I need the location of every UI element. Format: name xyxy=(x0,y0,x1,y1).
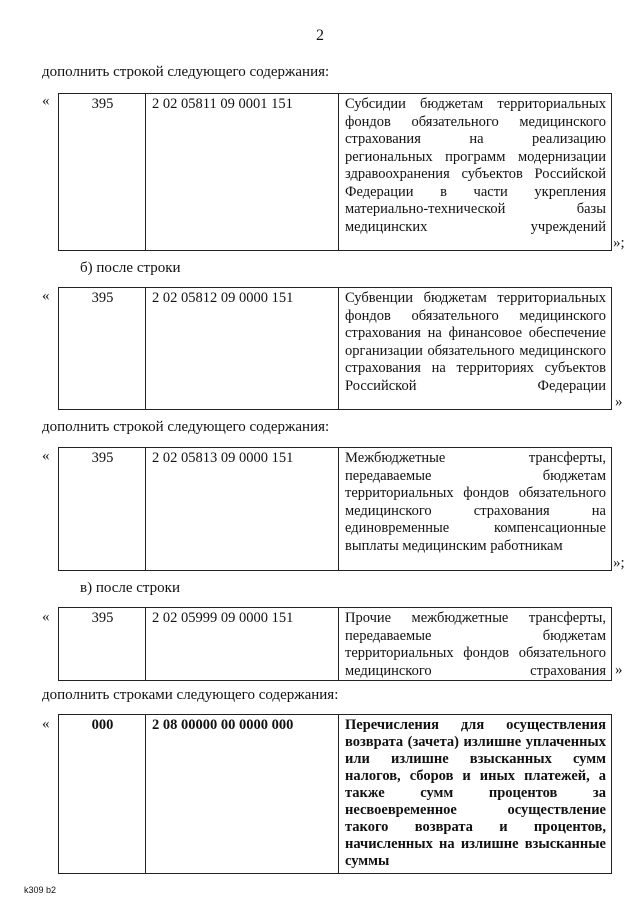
page-number: 2 xyxy=(316,27,324,44)
kbk-code-cell: 2 02 05812 09 0000 151 xyxy=(146,288,339,410)
admin-code-cell: 000 xyxy=(59,715,146,874)
open-quote: « xyxy=(42,716,50,732)
budget-table-row-1 xyxy=(58,93,612,251)
close-quote: » xyxy=(615,662,623,678)
admin-code-cell: 395 xyxy=(59,448,146,571)
kbk-code-cell: 2 02 05811 09 0001 151 xyxy=(146,94,339,251)
kbk-code-cell: 2 08 00000 00 0000 000 xyxy=(146,715,339,874)
paragraph-after-line-v: в) после строки xyxy=(80,580,180,596)
paragraph-add-line-1: дополнить строкой следующего содержания: xyxy=(42,64,330,80)
close-quote: »; xyxy=(613,555,625,571)
paragraph-after-line-b: б) после строки xyxy=(80,260,181,276)
admin-code-cell: 395 xyxy=(59,608,146,681)
admin-code-cell: 395 xyxy=(59,94,146,251)
open-quote: « xyxy=(42,288,50,304)
paragraph-add-line-2: дополнить строкой следующего содержания: xyxy=(42,419,330,435)
budget-table-row-4 xyxy=(58,607,612,681)
open-quote: « xyxy=(42,93,50,109)
budget-table-row-2 xyxy=(58,287,612,410)
description-cell: Субсидии бюджетам территориальных фондов обязательного медицинского страхования на реализацию региональных программ модернизации здравоохранения субъектов Российской Федерации в части укрепления материально-технической базы медицинских учреждений xyxy=(339,94,612,251)
description-cell: Межбюджетные трансферты, передаваемые бюджетам территориальных фондов обязательного медицинского страхования на единовременные компенсационные выплаты медицинским работникам xyxy=(339,448,612,571)
kbk-code-cell: 2 02 05999 09 0000 151 xyxy=(146,608,339,681)
kbk-code-cell: 2 02 05813 09 0000 151 xyxy=(146,448,339,571)
open-quote: « xyxy=(42,609,50,625)
budget-table-row-5 xyxy=(58,714,612,874)
budget-table-row-3 xyxy=(58,447,612,571)
document-footer-code: k309 b2 xyxy=(24,885,57,895)
description-cell: Прочие межбюджетные трансферты, передаваемые бюджетам территориальных фондов обязательного медицинского страхования xyxy=(339,608,612,681)
close-quote: » xyxy=(615,394,623,410)
close-quote: »; xyxy=(613,235,625,251)
description-cell: Субвенции бюджетам территориальных фондов обязательного медицинского страхования на финансовое обеспечение организации обязательного медицинского страхования на территориях субъектов Российской Федерации xyxy=(339,288,612,410)
open-quote: « xyxy=(42,448,50,464)
description-cell: Перечисления для осуществления возврата (зачета) излишне уплаченных или излишне взысканных сумм налогов, сборов и иных платежей, а также сумм процентов за несвоевременное осуществление такого возврата и процентов, начисленных на излишне взысканные суммы xyxy=(339,715,612,874)
paragraph-add-lines: дополнить строками следующего содержания: xyxy=(42,687,339,703)
admin-code-cell: 395 xyxy=(59,288,146,410)
